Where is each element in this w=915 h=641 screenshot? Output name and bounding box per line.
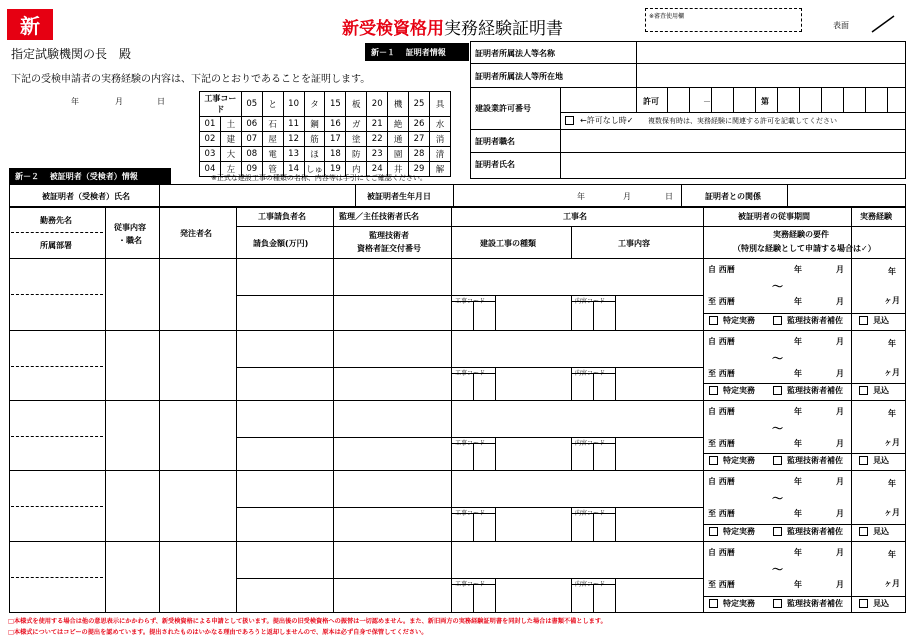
period-to-label: 至 西暦 — [708, 509, 735, 518]
code-table-cell: 24 — [367, 162, 388, 177]
code-table-cell: 27 — [409, 132, 430, 147]
period-to-month: 月 — [836, 580, 844, 589]
header-experience: 実務経験 — [860, 212, 892, 221]
page-title-red: 新受検資格用 — [342, 19, 444, 39]
footer-note-1: □本様式を使用する場合は他の意思表示にかかわらず、新受検資格による申請として扱います。提出後の旧受検資格への振替は一切認めません。また、新旧両方の実務経験証明書を同封した場合は書類不備とします。 — [8, 618, 607, 625]
issue-date-day: 日 — [157, 97, 165, 106]
period-to-year: 年 — [794, 297, 802, 306]
side-label: 表面 — [833, 21, 849, 30]
code-table-cell: と — [262, 92, 283, 117]
certifier-address-label: 証明者所属法人等所在地 — [475, 72, 563, 81]
reviewer-box-label: ※審査使用欄 — [649, 13, 685, 20]
experience-years: 年 — [888, 267, 896, 276]
subject-birth-day: 日 — [665, 192, 673, 201]
period-from-month: 月 — [836, 548, 844, 557]
expected-checkbox[interactable] — [859, 456, 868, 465]
subject-name-label: 被証明者（受検者）氏名 — [42, 192, 130, 201]
multi-license-note: 複数保有時は、実務経験に関連する許可を記載してください — [648, 117, 837, 125]
code-table-cell: 08 — [241, 147, 262, 162]
new-badge: 新 — [7, 9, 53, 40]
assistant-engineer-checkbox[interactable] — [773, 456, 782, 465]
assistant-engineer-checkbox[interactable] — [773, 386, 782, 395]
expected-label: 見込 — [873, 456, 889, 465]
certifier-section-label: 新－１ 証明者情報 — [365, 43, 469, 61]
code-table-cell: 建 — [220, 132, 241, 147]
experience-months: ヶ月 — [884, 368, 900, 377]
specific-work-checkbox[interactable] — [709, 456, 718, 465]
header-sup-cert1: 監理技術者 — [369, 231, 409, 240]
period-to-year: 年 — [794, 369, 802, 378]
code-table-cell: 12 — [283, 132, 304, 147]
code-table-cell: 05 — [241, 92, 262, 117]
experience-months: ヶ月 — [884, 579, 900, 588]
specific-work-label: 特定実務 — [723, 386, 755, 395]
period-from-label: 自 西暦 — [708, 265, 735, 274]
code-table-cell: 消 — [429, 132, 450, 147]
period-from-label: 自 西暦 — [708, 337, 735, 346]
experience-years: 年 — [888, 550, 896, 559]
certifier-person-label: 証明者氏名 — [475, 160, 515, 169]
experience-years: 年 — [888, 479, 896, 488]
code-table-cell: 具 — [429, 92, 450, 117]
period-to-label: 至 西暦 — [708, 369, 735, 378]
code-table-cell: 29 — [409, 162, 430, 177]
period-from-month: 月 — [836, 265, 844, 274]
no-permit-label: ←許可なし時✓ — [580, 116, 634, 125]
code-table-cell: 鋼 — [304, 117, 325, 132]
license-number-label: 建設業許可番号 — [475, 104, 531, 113]
assistant-engineer-checkbox[interactable] — [773, 316, 782, 325]
issue-date-year: 年 — [71, 97, 79, 106]
entry-row — [9, 258, 906, 330]
code-table-cell: 23 — [367, 147, 388, 162]
header-sup-cert2: 資格者証交付番号 — [357, 244, 421, 253]
experience-months: ヶ月 — [884, 508, 900, 517]
expected-label: 見込 — [873, 527, 889, 536]
code-table-header: 工事コード — [200, 92, 242, 117]
period-tilde: ～ — [772, 563, 783, 576]
period-tilde: ～ — [772, 422, 783, 435]
code-table-cell: 解 — [429, 162, 450, 177]
code-table-cell: 管 — [262, 162, 283, 177]
subject-birth-month: 月 — [623, 192, 631, 201]
code-table-note: ※正式な建設工事の種類の名称、内容等は手引にてご確認ください。 — [211, 174, 427, 182]
period-to-label: 至 西暦 — [708, 297, 735, 306]
expected-checkbox[interactable] — [859, 599, 868, 608]
code-table-cell: 09 — [241, 162, 262, 177]
header-supervisor: 監理／主任技術者氏名 — [339, 212, 419, 221]
addressee: 指定試験機関の長 殿 — [11, 47, 132, 61]
certifier-box — [470, 41, 906, 179]
specific-work-label: 特定実務 — [723, 527, 755, 536]
period-from-year: 年 — [794, 337, 802, 346]
code-table-row — [200, 147, 451, 162]
no-permit-checkbox[interactable] — [565, 116, 574, 125]
relation-label: 証明者との関係 — [705, 192, 761, 201]
code-table-row — [200, 117, 451, 132]
period-to-year: 年 — [794, 580, 802, 589]
code-table-cell: 04 — [200, 162, 221, 177]
code-table-cell: 22 — [367, 132, 388, 147]
permit-dash: － — [703, 97, 711, 106]
code-table-row — [200, 132, 451, 147]
slash-mark — [870, 14, 896, 34]
code-table-cell: 25 — [409, 92, 430, 117]
code-table-cell: 03 — [200, 147, 221, 162]
code-table-cell: 通 — [388, 132, 409, 147]
assistant-engineer-label: 監理技術者補佐 — [787, 527, 843, 536]
code-table-cell: 02 — [200, 132, 221, 147]
statement: 下記の受検申請者の実務経験の内容は、下記のとおりであることを証明します。 — [11, 74, 371, 85]
period-from-label: 自 西暦 — [708, 407, 735, 416]
code-table-cell: 園 — [388, 147, 409, 162]
code-table-cell: しゅ — [304, 162, 325, 177]
code-table-cell: 16 — [325, 117, 346, 132]
code-table-cell: 14 — [283, 162, 304, 177]
code-table-cell: 21 — [367, 117, 388, 132]
code-table-cell: 13 — [283, 147, 304, 162]
footer-note-2: □本様式についてはコピーの提出を認めています。提出されたものはいかなる理由であろうと返却しませんので、原本は必ず自身で保管してください。 — [8, 629, 428, 636]
code-table-cell: 石 — [262, 117, 283, 132]
assistant-engineer-label: 監理技術者補佐 — [787, 456, 843, 465]
header-req2: （特別な経験として申請する場合は✓） — [733, 244, 876, 253]
header-contractor: 工事請負者名 — [258, 212, 306, 221]
assistant-engineer-label: 監理技術者補佐 — [787, 599, 843, 608]
assistant-engineer-checkbox[interactable] — [773, 599, 782, 608]
experience-months: ヶ月 — [884, 438, 900, 447]
permit-label: 許可 — [643, 97, 659, 106]
code-table-cell: 井 — [388, 162, 409, 177]
subject-section-label: 新－２ 被証明者（受検者）情報 — [9, 168, 171, 184]
certifier-title-label: 証明者職名 — [475, 137, 515, 146]
code-table-cell: 18 — [325, 147, 346, 162]
period-tilde: ～ — [772, 280, 783, 293]
specific-work-label: 特定実務 — [723, 599, 755, 608]
header-job2: ・職名 — [118, 236, 142, 245]
page-title — [342, 14, 563, 39]
period-from-month: 月 — [836, 407, 844, 416]
period-to-month: 月 — [836, 369, 844, 378]
period-to-label: 至 西暦 — [708, 580, 735, 589]
expected-checkbox[interactable] — [859, 316, 868, 325]
code-table-cell: 水 — [429, 117, 450, 132]
code-table-row — [200, 92, 451, 117]
code-table-cell: 絶 — [388, 117, 409, 132]
code-table-cell: 06 — [241, 117, 262, 132]
code-table-cell: 大 — [220, 147, 241, 162]
issue-date-month: 月 — [115, 97, 123, 106]
period-to-year: 年 — [794, 439, 802, 448]
code-table-cell: ほ — [304, 147, 325, 162]
code-table-cell: 10 — [283, 92, 304, 117]
assistant-engineer-label: 監理技術者補佐 — [787, 386, 843, 395]
header-amount: 請負金額(万円) — [253, 239, 309, 248]
period-to-month: 月 — [836, 509, 844, 518]
code-table-cell: 塗 — [346, 132, 367, 147]
period-from-label: 自 西暦 — [708, 548, 735, 557]
period-from-month: 月 — [836, 477, 844, 486]
code-table-cell: 防 — [346, 147, 367, 162]
experience-years: 年 — [888, 339, 896, 348]
code-table — [199, 91, 451, 175]
expected-label: 見込 — [873, 316, 889, 325]
code-table-cell: 07 — [241, 132, 262, 147]
specific-work-checkbox[interactable] — [709, 386, 718, 395]
specific-work-label: 特定実務 — [723, 316, 755, 325]
expected-label: 見込 — [873, 386, 889, 395]
header-orderer: 発注者名 — [180, 229, 212, 238]
header-kind: 建設工事の種類 — [480, 239, 536, 248]
expected-label: 見込 — [873, 599, 889, 608]
period-tilde: ～ — [772, 352, 783, 365]
code-table-cell: 板 — [346, 92, 367, 117]
reviewer-box — [645, 8, 802, 32]
code-table-cell: 11 — [283, 117, 304, 132]
experience-months: ヶ月 — [884, 296, 900, 305]
header-req1: 実務経験の要件 — [773, 230, 829, 239]
period-to-month: 月 — [836, 439, 844, 448]
period-from-year: 年 — [794, 407, 802, 416]
code-table-cell: 屋 — [262, 132, 283, 147]
code-table-cell: 17 — [325, 132, 346, 147]
code-table-cell: 28 — [409, 147, 430, 162]
period-to-label: 至 西暦 — [708, 439, 735, 448]
code-table-cell: 左 — [220, 162, 241, 177]
header-project: 工事名 — [563, 212, 587, 221]
period-from-label: 自 西暦 — [708, 477, 735, 486]
specific-work-checkbox[interactable] — [709, 527, 718, 536]
code-table-cell: 01 — [200, 117, 221, 132]
code-table-cell: タ — [304, 92, 325, 117]
header-period: 被証明者の従事期間 — [738, 212, 810, 221]
header-content: 工事内容 — [618, 239, 650, 248]
subject-box — [9, 184, 906, 207]
assistant-engineer-label: 監理技術者補佐 — [787, 316, 843, 325]
code-table-cell: 機 — [388, 92, 409, 117]
code-table-cell: 20 — [367, 92, 388, 117]
expected-checkbox[interactable] — [859, 527, 868, 536]
code-table-cell: 内 — [346, 162, 367, 177]
header-dept: 所属部署 — [40, 241, 72, 250]
code-table-cell: 電 — [262, 147, 283, 162]
period-from-year: 年 — [794, 477, 802, 486]
permit-dai-label: 第 — [761, 97, 769, 106]
assistant-engineer-checkbox[interactable] — [773, 527, 782, 536]
period-from-month: 月 — [836, 337, 844, 346]
experience-years: 年 — [888, 409, 896, 418]
expected-checkbox[interactable] — [859, 386, 868, 395]
code-table-cell: 26 — [409, 117, 430, 132]
code-table-cell: 清 — [429, 147, 450, 162]
header-workplace: 勤務先名 — [40, 216, 72, 225]
specific-work-checkbox[interactable] — [709, 316, 718, 325]
page-title-black: 実務経験証明書 — [444, 19, 563, 39]
code-table-cell: 筋 — [304, 132, 325, 147]
period-from-year: 年 — [794, 548, 802, 557]
period-to-month: 月 — [836, 297, 844, 306]
code-table-cell: 土 — [220, 117, 241, 132]
period-tilde: ～ — [772, 492, 783, 505]
header-job1: 従事内容 — [114, 223, 146, 232]
period-to-year: 年 — [794, 509, 802, 518]
subject-birth-year: 年 — [577, 192, 585, 201]
certifier-name-label: 証明者所属法人等名称 — [475, 49, 555, 58]
entry-row — [9, 541, 906, 613]
code-table-cell: 19 — [325, 162, 346, 177]
specific-work-label: 特定実務 — [723, 456, 755, 465]
subject-birth-label: 被証明者生年月日 — [367, 192, 431, 201]
specific-work-checkbox[interactable] — [709, 599, 718, 608]
period-from-year: 年 — [794, 265, 802, 274]
code-table-cell: 15 — [325, 92, 346, 117]
code-table-cell: ガ — [346, 117, 367, 132]
